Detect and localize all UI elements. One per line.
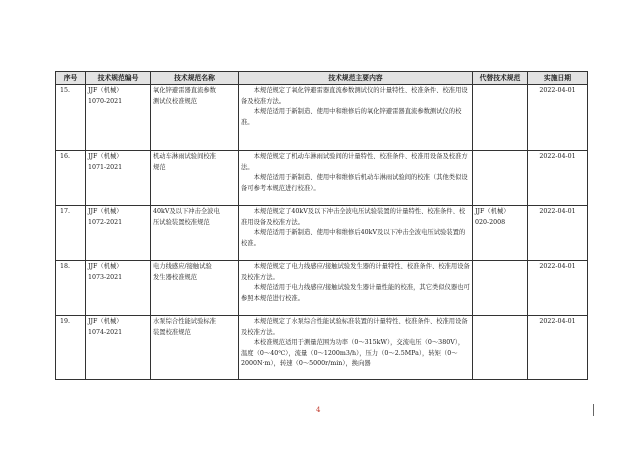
content-paragraph: 本校准规范适用于测量范围为功率（0～315kW），交流电压（0～380V），温度（0～40℃），流量（0～1200m3/h），压力（0～2.5MPa），转矩（0～2000N·m），转速（0～5000r/min），换向器: [241, 339, 465, 367]
content-paragraph: 本规范适用于新制造、使用中和维修后的氧化锌避雷器直流参数测试仪的校准。: [241, 108, 462, 126]
header-name: 技术规范名称: [151, 72, 239, 85]
code-line: JJF（机械）: [88, 87, 123, 94]
row-number-text: 17.: [60, 208, 71, 215]
row-number: [56, 206, 86, 261]
header-replaces: 代替技术规范: [473, 72, 528, 85]
row-number: [56, 316, 86, 380]
code-line: JJF（机械）: [88, 263, 123, 270]
row-number: [56, 151, 86, 206]
row-name: [151, 261, 239, 316]
code-line: JJF（机械）: [88, 153, 123, 160]
name-line: 规范: [153, 163, 166, 171]
row-date: [528, 261, 588, 316]
code-line: 1073-2021: [88, 273, 123, 281]
date-text: 2022-04-01: [539, 263, 576, 270]
row-name: [151, 206, 239, 261]
name-line: 氧化锌避雷器直流参数: [153, 87, 216, 94]
code-line: JJF（机械）: [88, 208, 123, 215]
table-row: [56, 316, 588, 380]
row-number-text: 15.: [60, 87, 71, 94]
row-name: [151, 151, 239, 206]
header-code: 技术规范编号: [86, 72, 151, 85]
page-number: 4: [316, 406, 321, 414]
row-replaces: [473, 85, 528, 151]
table-header-row: [56, 72, 588, 85]
row-replaces: [473, 316, 528, 380]
table-row: [56, 261, 588, 316]
header-content: 技术规范主要内容: [239, 72, 473, 85]
name-line: 水泵综合性能试验标准: [153, 318, 216, 325]
row-number: [56, 261, 86, 316]
row-content: [239, 206, 473, 261]
name-line: 测试仪校准规范: [153, 97, 198, 105]
row-replaces: [473, 261, 528, 316]
table-row: [56, 85, 588, 151]
code-line: 1070-2021: [88, 97, 123, 105]
code-line: 1071-2021: [88, 163, 123, 171]
row-content: [239, 85, 473, 151]
row-content: [239, 316, 473, 380]
content-paragraph: 本规范适用于新制造、使用中和维修后40kV及以下冲击全波电压试验装置的校准。: [241, 229, 466, 247]
row-number-text: 16.: [60, 153, 71, 160]
date-text: 2022-04-01: [539, 318, 576, 325]
row-replaces: [473, 151, 528, 206]
date-text: 2022-04-01: [539, 87, 576, 94]
content-paragraph: 本规范规定了机动车淋雨试验间的计量特性、校准条件、校准用设备及校准方法。: [241, 153, 468, 171]
header-no: 序号: [56, 72, 86, 85]
row-name: [151, 85, 239, 151]
row-name: [151, 316, 239, 380]
row-code: [86, 261, 151, 316]
date-text: 2022-04-01: [539, 153, 576, 160]
content-paragraph: 本规范适用于新制造、使用中和维修后机动车淋雨试验间的校准（其他类似设备可参考本规范进行校准）。: [241, 174, 468, 192]
table-row: [56, 151, 588, 206]
name-line: 电力线感应/接触试验: [153, 263, 212, 270]
code-line: 1072-2021: [88, 218, 123, 226]
name-line: 装置校准规范: [153, 328, 191, 336]
content-paragraph: 本规范规定了电力线感应/接触试验发生器的计量特性、校准条件、校准用设备及校准方法。: [241, 263, 470, 281]
name-line: 压试验装置校准规范: [153, 218, 210, 226]
row-number-text: 18.: [60, 263, 71, 270]
name-line: 40kV及以下冲击全波电: [153, 208, 220, 215]
row-code: [86, 85, 151, 151]
row-number-text: 19.: [60, 318, 71, 325]
row-date: [528, 151, 588, 206]
name-line: 发生器校准规范: [153, 273, 198, 281]
row-code: [86, 151, 151, 206]
header-date: 实施日期: [528, 72, 588, 85]
content-paragraph: 本规范规定了氧化锌避雷器直流参数测试仪的计量特性、校准条件、校准用设备及校准方法。: [241, 87, 468, 105]
replaces-line: JJF（机械）: [475, 208, 510, 215]
date-text: 2022-04-01: [539, 208, 576, 215]
row-date: [528, 316, 588, 380]
name-line: 机动车淋雨试验间校准: [153, 153, 216, 160]
row-content: [239, 261, 473, 316]
code-line: 1074-2021: [88, 328, 123, 336]
table-row: [56, 206, 588, 261]
row-date: [528, 85, 588, 151]
row-number: [56, 85, 86, 151]
row-date: [528, 206, 588, 261]
row-content: [239, 151, 473, 206]
content-paragraph: 本规范规定了40kV及以下冲击全波电压试验装置的计量特性、校准条件、校准用设备及校准方法。: [241, 208, 466, 226]
replaces-line: 020-2008: [475, 218, 506, 226]
content-paragraph: 本规范适用于电力线感应/接触试验发生器计量性能的校准，其它类似仪器也可参照本规范进行校准。: [241, 284, 470, 302]
row-code: [86, 206, 151, 261]
code-line: JJF（机械）: [88, 318, 123, 325]
margin-mark: [593, 404, 594, 416]
row-code: [86, 316, 151, 380]
regulations-table: [55, 71, 588, 380]
row-replaces: [473, 206, 528, 261]
content-paragraph: 本规范规定了水泵综合性能试验标准装置的计量特性、校准条件、校准用设备及校准方法。: [241, 318, 468, 336]
